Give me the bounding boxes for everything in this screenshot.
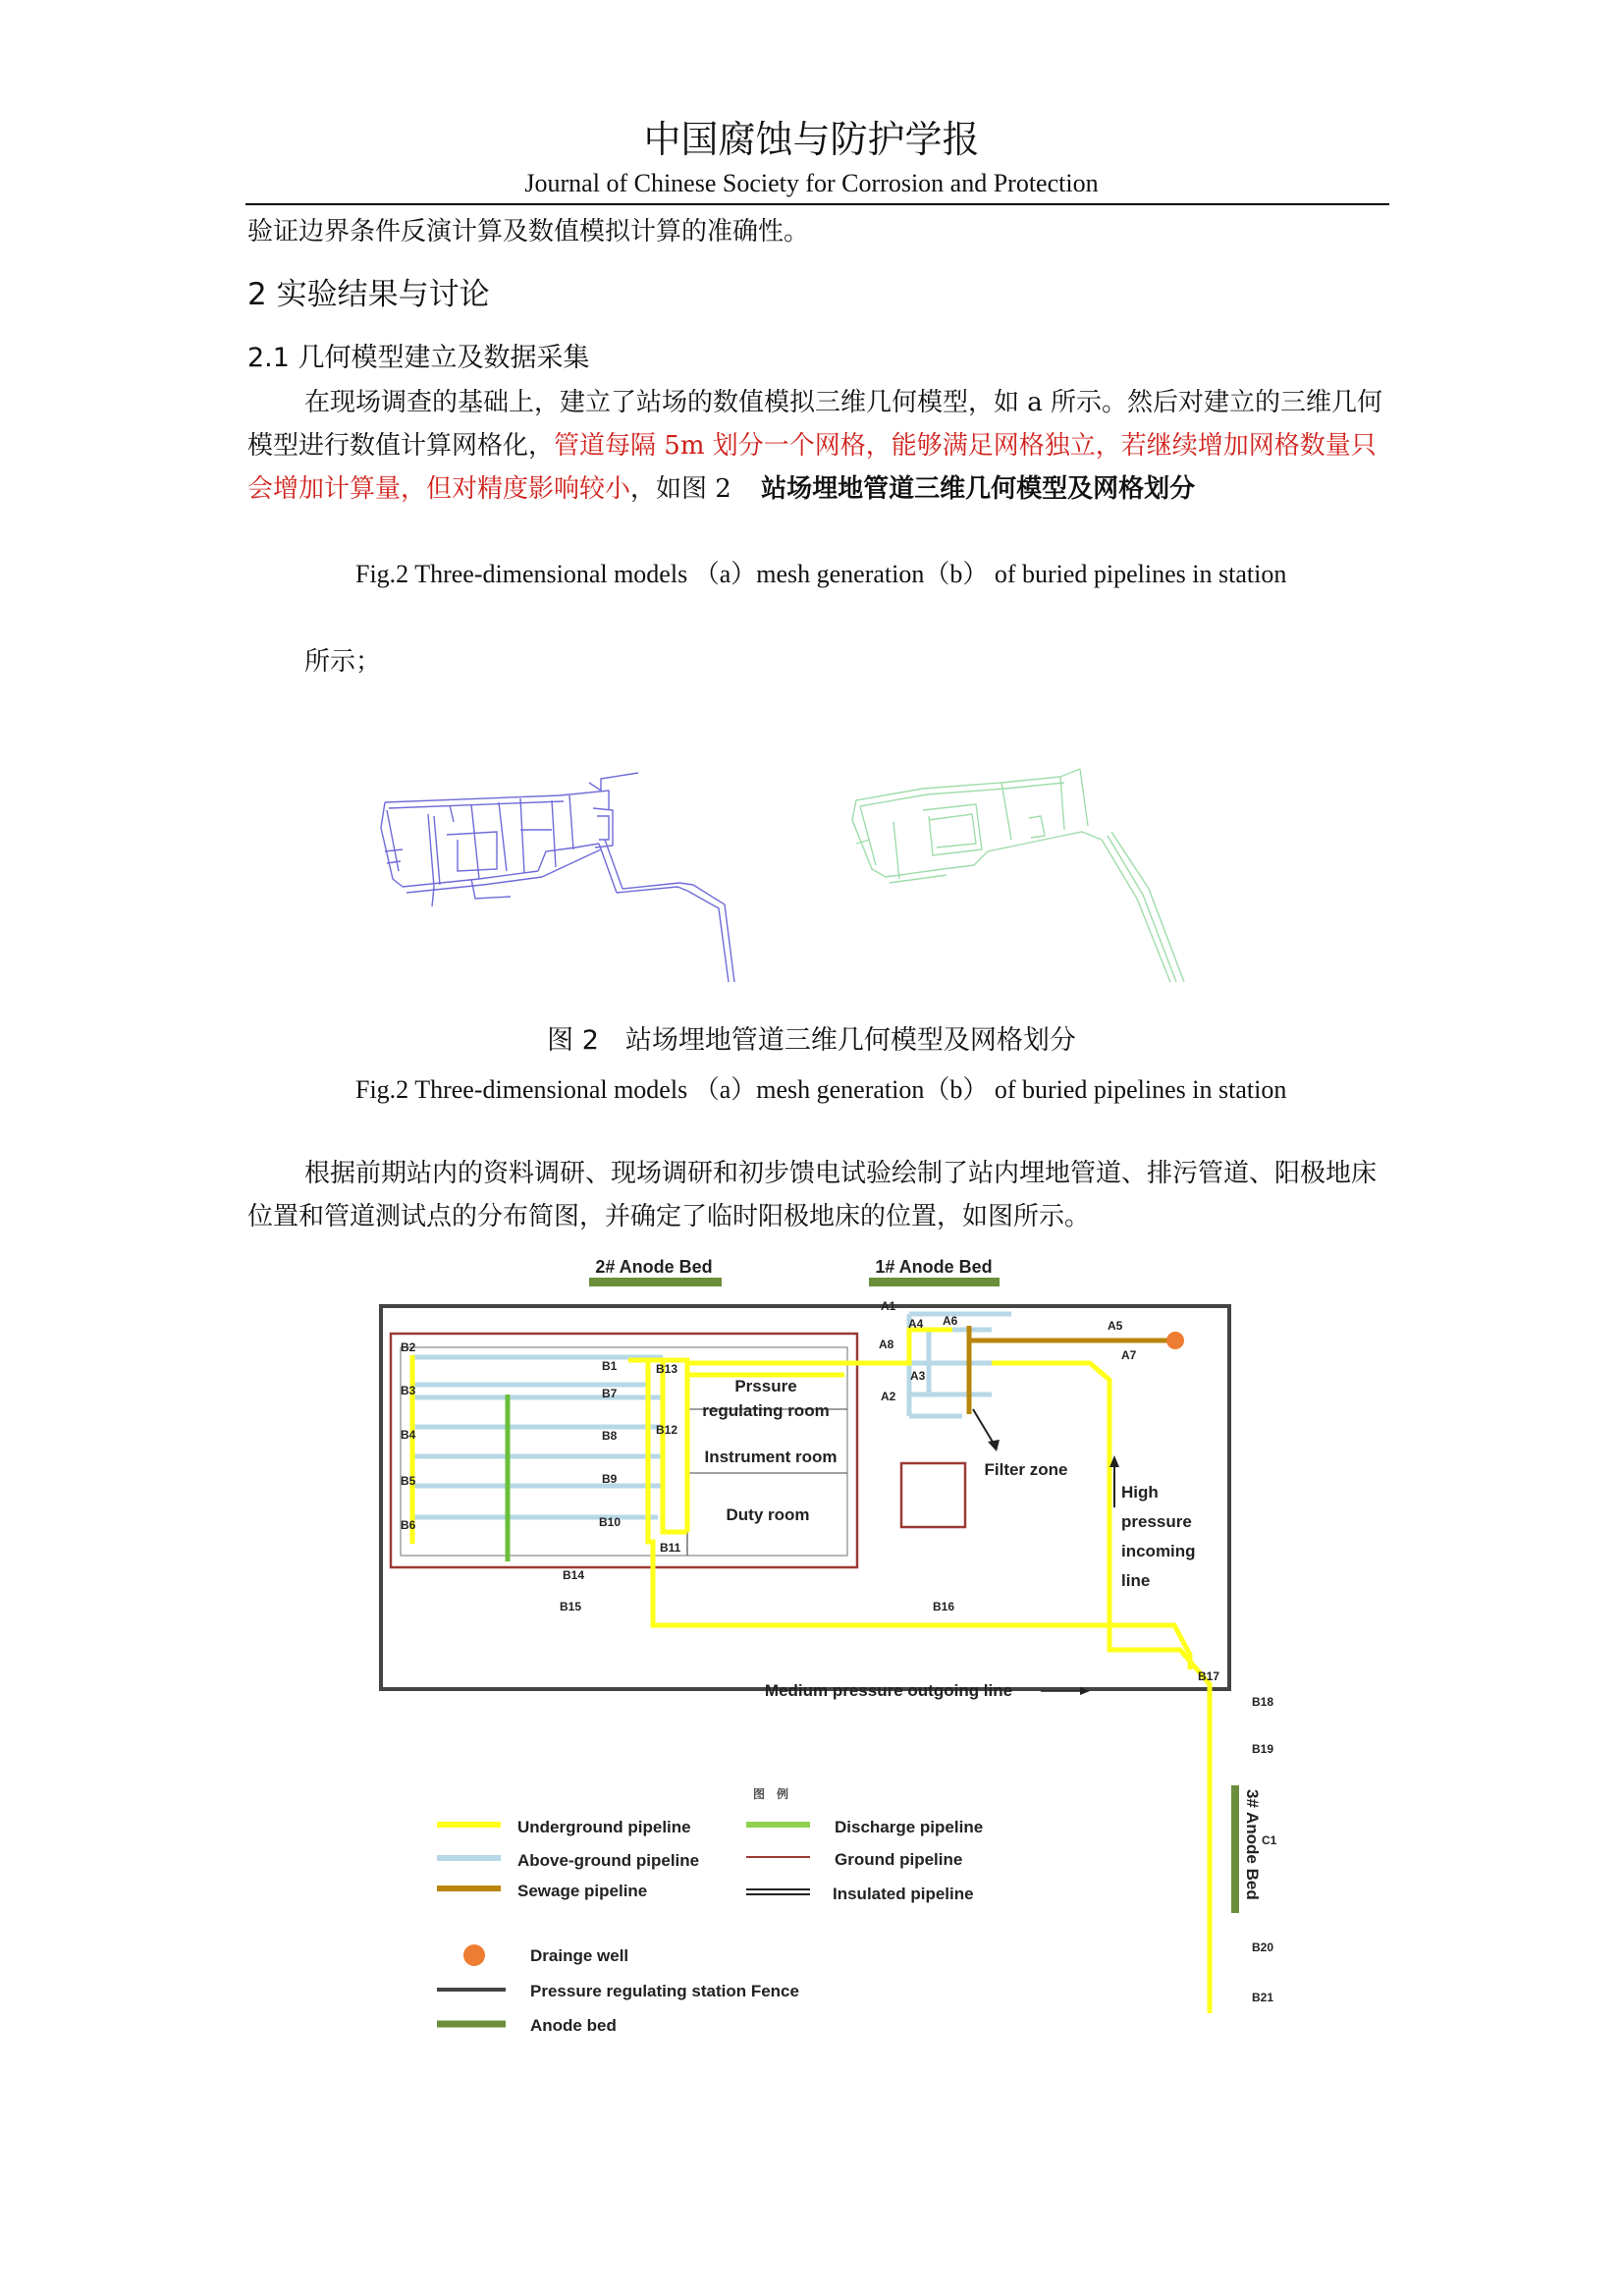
anode-bed-3 <box>1231 1785 1239 1913</box>
legend-title: 图 例 <box>752 1787 789 1801</box>
point-B6: B6 <box>401 1518 416 1532</box>
point-B19: B19 <box>1252 1742 1274 1756</box>
anode-bed-2-label: 2# Anode Bed <box>595 1257 713 1277</box>
point-B5: B5 <box>401 1474 416 1488</box>
medium-pressure-label: Medium pressure outgoing line <box>764 1681 1013 1700</box>
pressure-room-label-2: regulating room <box>702 1401 830 1420</box>
station-pipeline-map <box>363 1247 1355 2052</box>
mesh-model-b <box>852 769 1184 982</box>
point-A3: A3 <box>910 1369 926 1383</box>
anode-bed-2 <box>589 1278 722 1286</box>
point-A5: A5 <box>1108 1319 1123 1333</box>
legend-ground: Ground pipeline <box>835 1850 963 1869</box>
point-B7: B7 <box>602 1387 618 1400</box>
header-rule <box>245 203 1389 205</box>
duty-room-label: Duty room <box>726 1505 810 1524</box>
point-B10: B10 <box>599 1515 622 1529</box>
filter-arrow-head <box>988 1440 1000 1451</box>
point-B20: B20 <box>1252 1941 1274 1954</box>
high-pressure-label-3: incoming <box>1121 1542 1196 1560</box>
legend-above-ground: Above-ground pipeline <box>517 1851 700 1870</box>
paragraph-2: 根据前期站内的资料调研、现场调研和初步馈电试验绘制了站内埋地管道、排污管道、阳极地床位置和管道测试点的分布简图，并确定了临时阳极地床的位置，如图所示。 <box>247 1159 1378 1231</box>
point-B3: B3 <box>401 1384 416 1397</box>
subsection-title: 2.1 几何模型建立及数据采集 <box>247 343 590 373</box>
anode-bed-1-label: 1# Anode Bed <box>875 1257 993 1277</box>
drainage-well <box>1166 1332 1184 1349</box>
small-structure <box>901 1463 965 1527</box>
point-A4: A4 <box>908 1317 924 1331</box>
point-B17: B17 <box>1198 1669 1220 1683</box>
geometry-model-a <box>381 773 734 982</box>
instrument-room-label: Instrument room <box>704 1448 838 1466</box>
point-A6: A6 <box>943 1314 958 1328</box>
point-B13: B13 <box>656 1362 678 1376</box>
figure-2-caption-en: Fig.2 Three-dimensional models （a）mesh generation（b） of buried pipelines in station <box>355 1075 1287 1104</box>
point-B15: B15 <box>560 1600 582 1613</box>
paragraph-1-a: 在现场调查的基础上，建立了站场的数值模拟三维几何模型，如 a 所示。然后对建立的三维几何模型进行数值计算网格化， <box>247 388 1383 461</box>
main-underground-pipes <box>653 1330 1210 2013</box>
point-B18: B18 <box>1252 1695 1274 1709</box>
point-A2: A2 <box>881 1390 896 1403</box>
paragraph-1-end: 所示； <box>304 647 382 677</box>
pressure-room-label-1: Prssure <box>734 1377 797 1395</box>
legend-discharge: Discharge pipeline <box>835 1818 984 1836</box>
point-B2: B2 <box>401 1340 416 1354</box>
text-line-top: 验证边界条件反演计算及数值模拟计算的准确性。 <box>247 217 810 246</box>
point-A8: A8 <box>879 1338 894 1351</box>
filter-zone-label: Filter zone <box>984 1460 1068 1479</box>
figure-2-caption-cn: 图 2 站场埋地管道三维几何模型及网格划分 <box>547 1025 1076 1056</box>
point-B16: B16 <box>933 1600 955 1613</box>
point-B4: B4 <box>401 1428 416 1442</box>
point-B8: B8 <box>602 1429 618 1443</box>
high-pressure-label-1: High <box>1121 1483 1159 1502</box>
legend-underground: Underground pipeline <box>517 1818 691 1836</box>
point-B14: B14 <box>563 1568 585 1582</box>
point-B12: B12 <box>656 1423 678 1437</box>
paragraph-1-bold: 站场埋地管道三维几何模型及网格划分 <box>761 474 1196 504</box>
legend-insulated: Insulated pipeline <box>833 1885 974 1903</box>
journal-title-cn: 中国腐蚀与防护学报 <box>643 118 980 161</box>
point-B11: B11 <box>660 1541 681 1555</box>
paragraph-1-b: ，如图 2 <box>630 474 731 504</box>
point-B1: B1 <box>602 1359 618 1373</box>
point-A7: A7 <box>1121 1348 1137 1362</box>
figure-2-models <box>373 741 1237 982</box>
point-B9: B9 <box>602 1472 618 1486</box>
high-pressure-label-2: pressure <box>1121 1512 1192 1531</box>
anode-bed-1 <box>869 1278 1000 1286</box>
high-pressure-label-4: line <box>1121 1571 1151 1590</box>
section-title: 2 实验结果与讨论 <box>247 277 490 312</box>
anode-bed-3-label: 3# Anode Bed <box>1243 1789 1262 1900</box>
legend-sewage: Sewage pipeline <box>517 1882 648 1900</box>
point-C1: C1 <box>1262 1833 1277 1847</box>
above-ground-pipes-building <box>412 1357 663 1537</box>
paragraph-1-red: 管道每隔 5m 划分一个网格，能够满足网格独立，若继续增加网格数量只会增加计算量，但对精度影响较小 <box>247 431 1377 504</box>
point-B21: B21 <box>1252 1991 1274 2004</box>
legend-fence: Pressure regulating station Fence <box>530 1982 799 2000</box>
paragraph-1 <box>247 381 1386 511</box>
legend-anode: Anode bed <box>530 2016 617 2035</box>
point-A1: A1 <box>881 1299 896 1313</box>
inline-caption-en: Fig.2 Three-dimensional models （a）mesh generation（b） of buried pipelines in station <box>355 560 1287 588</box>
legend-drainage: Drainge well <box>530 1946 629 1965</box>
journal-title-en: Journal of Chinese Society for Corrosion and Protection <box>524 169 1099 197</box>
legend-swatch-drainage <box>463 1944 485 1966</box>
